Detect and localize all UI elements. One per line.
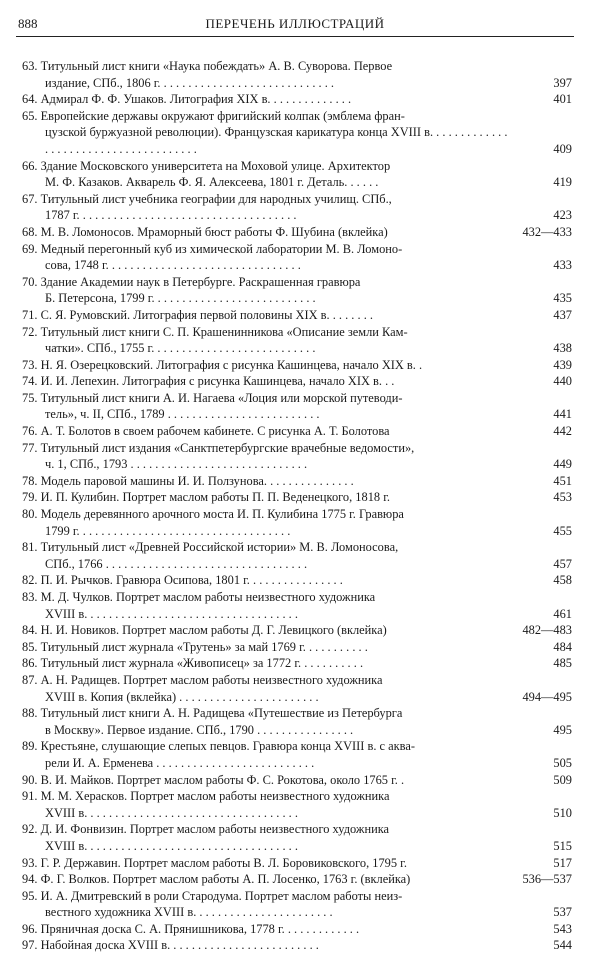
entry-page-number: 432—433	[522, 224, 572, 239]
entry-first-line	[22, 788, 510, 805]
entry-number: 66.	[22, 158, 38, 173]
entry-title: И. И. Лепехин. Литография с рисунка Кашинцева, начало XIX в. . .	[40, 374, 395, 389]
entry-page-number: 397	[553, 75, 572, 90]
entry-title: Титульный лист книги «Наука побеждать» А. В. Суворова. Первое	[40, 59, 393, 73]
entry-number: 75.	[22, 390, 38, 405]
list-item	[22, 788, 572, 821]
entry-number: 87.	[22, 672, 38, 687]
list-item	[22, 224, 572, 241]
entry-page-number: 441	[553, 407, 572, 422]
entry-first-line	[22, 191, 510, 208]
entry-page-number: 537	[553, 905, 572, 920]
entry-continuation: вестного художника XVIII в. . . . . . . . . . . . . . . . . . . . . . .	[45, 905, 333, 920]
page-title: ПЕРЕЧЕНЬ ИЛЛЮСТРАЦИЙ	[205, 16, 385, 31]
entry-page-number: 543	[553, 921, 572, 936]
entry-title: Европейские державы окружают фригийский колпак (эмблема фран-	[40, 108, 405, 123]
entry-first-line	[22, 423, 510, 440]
entry-number: 91.	[22, 789, 38, 804]
entry-title: А. Н. Радищев. Портрет маслом работы неизвестного художника	[40, 672, 383, 687]
page-number: 888	[18, 16, 38, 31]
entry-first-line	[22, 738, 510, 755]
entry-number: 82.	[22, 573, 38, 588]
entry-first-line	[22, 937, 510, 954]
entry-title: Здание Московского университета на Моховой улице. Архитектор	[40, 158, 391, 173]
entry-first-line	[22, 821, 510, 838]
entry-title: С. Я. Румовский. Литография первой половины XIX в. . . . . . . .	[40, 307, 373, 322]
list-item	[22, 473, 572, 490]
entry-continuation: 1799 г. . . . . . . . . . . . . . . . . . . . . . . . . . . . . . . . . . .	[45, 523, 291, 538]
entry-number: 83.	[22, 590, 38, 604]
entry-page-number: 495	[553, 722, 572, 737]
entry-number: 64.	[22, 92, 38, 107]
entry-first-line	[22, 705, 510, 722]
entry-first-line	[22, 91, 510, 108]
entry-continuation: сова, 1748 г. . . . . . . . . . . . . . . . . . . . . . . . . . . . . . . .	[45, 258, 301, 273]
entry-number: 70.	[22, 274, 38, 289]
entry-first-line	[22, 108, 510, 125]
entry-first-line	[22, 58, 510, 75]
entry-number: 94.	[22, 872, 38, 887]
entry-title: П. И. Рычков. Гравюра Осипова, 1801 г. . . . . . . . . . . . . . . .	[40, 573, 343, 588]
entry-continuation: М. Ф. Казаков. Акварель Ф. Я. Алексеева, 1801 г. Деталь. . . . . .	[45, 175, 379, 190]
entry-page-number: 439	[553, 357, 572, 372]
entry-title: Н. И. Новиков. Портрет маслом работы Д. Г. Левицкого (вклейка)	[40, 623, 387, 638]
entry-number: 68.	[22, 224, 38, 239]
entry-first-line	[22, 921, 510, 938]
entry-number: 69.	[22, 241, 38, 256]
entry-first-line	[22, 158, 510, 175]
entry-title: М. Д. Чулков. Портрет маслом работы неизвестного художника	[40, 590, 376, 604]
header-rule	[16, 36, 574, 37]
entry-number: 71.	[22, 307, 38, 322]
entry-continuation: цузской буржуазной революции). Французская карикатура конца XVIII в. . . . . . . . . . . . . . . . . . . . . . . . . . . . . . . . . . . . . .	[45, 125, 508, 156]
entry-title: Титульный лист учебника географии для народных училищ. СПб.,	[40, 191, 392, 206]
list-item	[22, 440, 572, 473]
entry-continuation: чатки». СПб., 1755 г. . . . . . . . . . . . . . . . . . . . . . . . . . .	[45, 341, 316, 356]
entry-continuation: издание, СПб., 1806 г. . . . . . . . . . . . . . . . . . . . . . . . . . . . .	[45, 75, 335, 90]
entry-first-line	[22, 888, 510, 905]
entry-number: 85.	[22, 639, 38, 654]
entry-continuation: 1787 г. . . . . . . . . . . . . . . . . . . . . . . . . . . . . . . . . . . .	[45, 208, 297, 223]
list-item	[22, 390, 572, 423]
entry-number: 84.	[22, 623, 38, 638]
entry-number: 88.	[22, 706, 38, 721]
entry-continuation: XVIII в. . . . . . . . . . . . . . . . . . . . . . . . . . . . . . . . . . .	[45, 805, 298, 820]
entry-title: А. Т. Болотов в своем рабочем кабинете. С рисунка А. Т. Болотова	[40, 424, 390, 439]
list-item	[22, 937, 572, 954]
list-item	[22, 921, 572, 938]
entry-page-number: 544	[553, 938, 572, 953]
entry-page-number: 433	[553, 258, 572, 273]
entry-first-line	[22, 489, 510, 506]
list-item	[22, 423, 572, 440]
list-item	[22, 639, 572, 656]
entry-title: Ф. Г. Волков. Портрет маслом работы А. П. Лосенко, 1763 г. (вклейка)	[40, 872, 411, 887]
entry-first-line	[22, 224, 510, 241]
entry-title: Титульный лист издания «Санктпетербургские врачебные ведомости»,	[40, 440, 415, 455]
entry-title: Здание Академии наук в Петербурге. Раскрашенная гравюра	[40, 274, 361, 289]
entry-continuation: XVIII в. . . . . . . . . . . . . . . . . . . . . . . . . . . . . . . . . . .	[45, 606, 298, 621]
entry-page-number: 438	[553, 341, 572, 356]
entry-continuation: рели И. А. Ерменева . . . . . . . . . . . . . . . . . . . . . . . . . .	[45, 755, 315, 770]
entry-page-number: 437	[553, 307, 572, 322]
entry-title: Г. Р. Державин. Портрет маслом работы В. Л. Боровиковского, 1795 г.	[40, 855, 407, 870]
list-item	[22, 158, 572, 191]
entry-page-number: 484	[553, 639, 572, 654]
list-item	[22, 357, 572, 374]
entry-first-line	[22, 622, 510, 639]
entry-page-number: 409	[553, 141, 572, 156]
entry-continuation: XVIII в. Копия (вклейка) . . . . . . . . . . . . . . . . . . . . . . .	[45, 689, 319, 704]
entry-first-line	[22, 324, 510, 341]
entry-title: Титульный лист журнала «Трутень» за май 1769 г. . . . . . . . . . .	[40, 639, 368, 654]
entry-title: Титульный лист «Древней Российской истории» М. В. Ломоносова,	[40, 540, 399, 555]
entry-continuation: СПб., 1766 . . . . . . . . . . . . . . . . . . . . . . . . . . . . . . . . .	[45, 556, 308, 571]
entry-title: Медный перегонный куб из химической лаборатории М. В. Ломоно-	[40, 241, 403, 256]
list-item	[22, 191, 572, 224]
entry-title: Пряничная доска С. А. Прянишникова, 1778 г. . . . . . . . . . . . .	[40, 921, 360, 936]
entry-continuation: тель», ч. II, СПб., 1789 . . . . . . . . . . . . . . . . . . . . . . . . .	[45, 407, 320, 422]
entry-page-number: 509	[553, 772, 572, 787]
entry-page-number: 423	[553, 208, 572, 223]
list-item	[22, 772, 572, 789]
entry-continuation: XVIII в. . . . . . . . . . . . . . . . . . . . . . . . . . . . . . . . . . .	[45, 838, 298, 853]
entry-number: 76.	[22, 424, 38, 439]
entry-first-line	[22, 589, 510, 606]
entry-title: Крестьяне, слушающие слепых певцов. Гравюра конца XVIII в. с аква-	[40, 739, 415, 754]
entry-page-number: 536—537	[522, 872, 572, 887]
entry-first-line	[22, 307, 510, 324]
list-item	[22, 373, 572, 390]
entry-title: Титульный лист журнала «Живописец» за 1772 г. . . . . . . . . . .	[40, 656, 364, 671]
entry-first-line	[22, 871, 510, 888]
entry-number: 74.	[22, 374, 38, 389]
entry-title: М. В. Ломоносов. Мраморный бюст работы Ф. Шубина (вклейка)	[40, 224, 388, 239]
entry-number: 86.	[22, 656, 38, 671]
entry-page-number: 494—495	[522, 689, 572, 704]
entry-title: В. И. Майков. Портрет маслом работы Ф. С. Рокотова, около 1765 г. .	[40, 772, 405, 787]
entry-page-number: 505	[553, 755, 572, 770]
list-item	[22, 888, 572, 921]
entry-page-number: 515	[553, 838, 572, 853]
entry-number: 81.	[22, 540, 38, 555]
list-item	[22, 738, 572, 771]
entry-first-line	[22, 440, 510, 457]
list-item	[22, 871, 572, 888]
entry-first-line	[22, 473, 510, 490]
entry-number: 65.	[22, 108, 38, 123]
list-item	[22, 58, 572, 91]
entry-number: 89.	[22, 739, 38, 754]
entry-first-line	[22, 655, 510, 672]
entry-continuation: Б. Петерсона, 1799 г. . . . . . . . . . . . . . . . . . . . . . . . . . .	[45, 291, 316, 306]
list-item	[22, 655, 572, 672]
page-header	[16, 14, 574, 34]
entry-number: 67.	[22, 191, 38, 206]
entry-number: 72.	[22, 324, 38, 339]
list-item	[22, 324, 572, 357]
list-item	[22, 489, 572, 506]
entry-first-line	[22, 390, 510, 407]
entry-title: М. М. Херасков. Портрет маслом работы неизвестного художника	[40, 789, 390, 804]
list-item	[22, 672, 572, 705]
list-item	[22, 572, 572, 589]
entry-page-number: 517	[553, 855, 572, 870]
entry-first-line	[22, 373, 510, 390]
entry-number: 95.	[22, 888, 38, 903]
entry-title: Модель деревянного арочного моста И. П. Кулибина 1775 г. Гравюра	[40, 507, 404, 522]
list-item	[22, 622, 572, 639]
list-item	[22, 241, 572, 274]
entry-title: Титульный лист книги С. П. Крашенинникова «Описание земли Кам-	[40, 324, 408, 339]
entry-number: 97.	[22, 938, 38, 953]
entry-first-line	[22, 572, 510, 589]
entry-page-number: 435	[553, 291, 572, 306]
entry-page-number: 440	[553, 374, 572, 389]
list-item	[22, 307, 572, 324]
list-item	[22, 589, 572, 622]
entry-title: Титульный лист книги А. И. Нагаева «Лоция или морской путеводи-	[40, 390, 403, 405]
entry-title: Адмирал Ф. Ф. Ушаков. Литография XIX в. . . . . . . . . . . . . .	[40, 92, 352, 107]
entry-page-number: 458	[553, 573, 572, 588]
list-item	[22, 539, 572, 572]
entry-first-line	[22, 357, 510, 374]
entry-page-number: 453	[553, 490, 572, 505]
entry-number: 77.	[22, 440, 38, 455]
entry-title: Д. И. Фонвизин. Портрет маслом работы неизвестного художника	[40, 822, 390, 837]
entry-title: Титульный лист книги А. Н. Радищева «Путешествие из Петербурга	[40, 706, 403, 721]
entry-number: 93.	[22, 855, 38, 870]
entry-page-number: 510	[553, 805, 572, 820]
entry-first-line	[22, 772, 510, 789]
illustration-list	[22, 58, 572, 954]
list-item	[22, 91, 572, 108]
entry-title: Н. Я. Озерецковский. Литография с рисунка Кашинцева, начало XIX в. .	[40, 357, 423, 372]
entry-page-number: 461	[553, 606, 572, 621]
entry-page-number: 485	[553, 656, 572, 671]
entry-number: 96.	[22, 921, 38, 936]
entry-number: 79.	[22, 490, 38, 505]
list-item	[22, 506, 572, 539]
entry-page-number: 482—483	[522, 623, 572, 638]
entry-first-line	[22, 539, 510, 556]
entry-continuation: ч. 1, СПб., 1793 . . . . . . . . . . . . . . . . . . . . . . . . . . . . .	[45, 457, 308, 472]
entry-page-number: 449	[553, 457, 572, 472]
entry-number: 73.	[22, 357, 38, 372]
entry-first-line	[22, 274, 510, 291]
entry-continuation: в Москву». Первое издание. СПб., 1790 . . . . . . . . . . . . . . . .	[45, 722, 354, 737]
entry-page-number: 419	[553, 175, 572, 190]
list-item	[22, 108, 572, 158]
entry-number: 63.	[22, 59, 38, 73]
list-item	[22, 274, 572, 307]
entry-first-line	[22, 672, 510, 689]
entry-title: И. П. Кулибин. Портрет маслом работы П. П. Веденецкого, 1818 г.	[40, 490, 390, 505]
entry-page-number: 451	[553, 473, 572, 488]
entry-number: 90.	[22, 772, 38, 787]
list-item	[22, 821, 572, 854]
entry-first-line	[22, 639, 510, 656]
entry-number: 78.	[22, 473, 38, 488]
entry-page-number: 401	[553, 92, 572, 107]
list-item	[22, 705, 572, 738]
list-item	[22, 855, 572, 872]
entry-title: Модель паровой машины И. И. Ползунова. . . . . . . . . . . . . . .	[40, 473, 354, 488]
entry-title: И. А. Дмитревский в роли Стародума. Портрет маслом работы неиз-	[40, 888, 403, 903]
entry-page-number: 457	[553, 556, 572, 571]
entry-page-number: 455	[553, 523, 572, 538]
entry-title: Набойная доска XVIII в. . . . . . . . . . . . . . . . . . . . . . . . .	[40, 938, 319, 953]
entry-page-number: 442	[553, 424, 572, 439]
entry-first-line	[22, 241, 510, 258]
entry-first-line	[22, 855, 510, 872]
entry-number: 80.	[22, 507, 38, 522]
entry-number: 92.	[22, 822, 38, 837]
entry-first-line	[22, 506, 510, 523]
